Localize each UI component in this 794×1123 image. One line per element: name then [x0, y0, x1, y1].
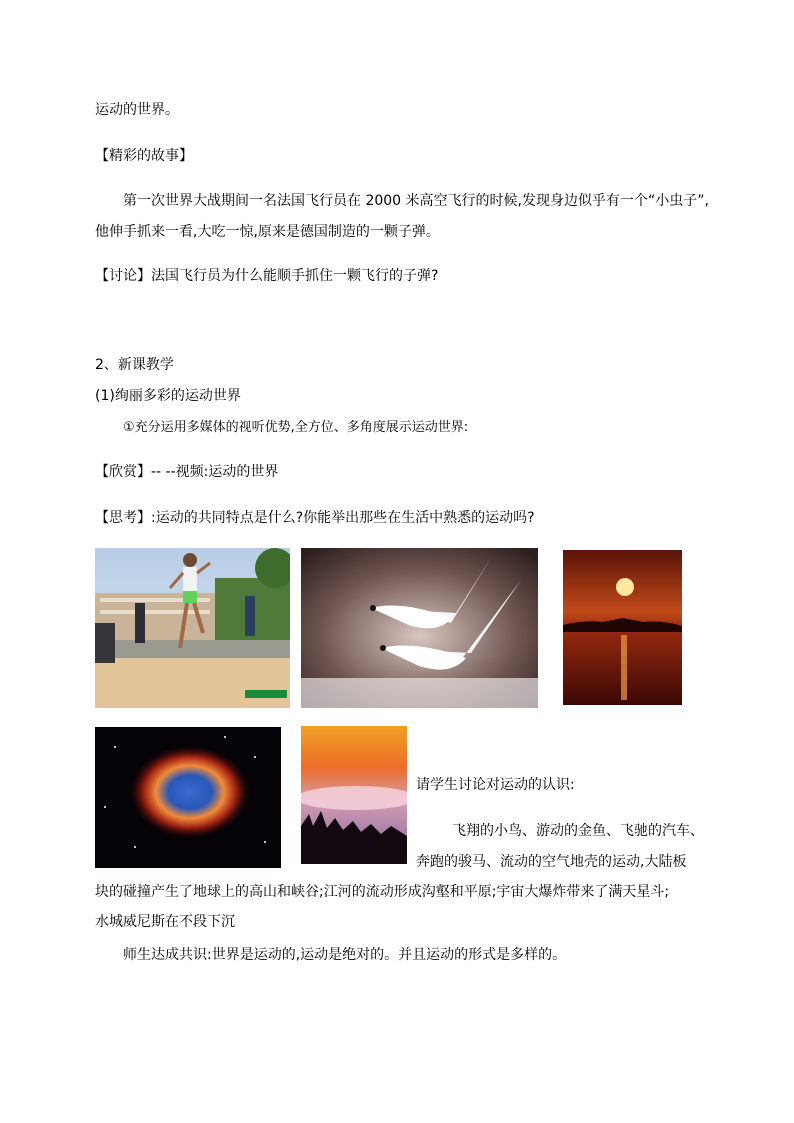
- story-heading: 【精彩的故事】: [95, 148, 193, 164]
- discussion-line-1: 飞翔的小鸟、游动的金鱼、飞驰的汽车、: [452, 823, 704, 839]
- swans-photo: [301, 548, 538, 708]
- runner-photo: [95, 548, 290, 708]
- sunset-photo: [563, 550, 682, 705]
- discussion-question: 【讨论】法国飞行员为什么能顺手抓住一颗飞行的子弹?: [95, 268, 439, 284]
- consensus-text: 师生达成共识:世界是运动的,运动是绝对的。并且运动的形式是多样的。: [123, 947, 567, 963]
- step-text: ①充分运用多媒体的视听优势,全方位、多角度展示运动世界:: [123, 420, 469, 435]
- think-question: 【思考】:运动的共同特点是什么?你能举出那些在生活中熟悉的运动吗?: [95, 510, 535, 526]
- story-paragraph-line-1: 第一次世界大战期间一名法国飞行员在 2000 米高空飞行的时候,发现身边似乎有一个“小虫子”,: [123, 193, 709, 209]
- subsection-title: (1)绚丽多彩的运动世界: [95, 388, 241, 404]
- discussion-line-4: 水城威尼斯在不段下沉: [95, 914, 235, 930]
- story-paragraph-line-2: 他伸手抓来一看,大吃一惊,原来是德国制造的一颗子弹。: [95, 224, 440, 240]
- appreciate-line: 【欣赏】-- --视频:运动的世界: [95, 464, 279, 480]
- discussion-prompt: 请学生讨论对运动的认识:: [416, 777, 575, 793]
- sea-of-clouds-photo: [301, 726, 407, 864]
- section-title: 2、新课教学: [95, 357, 174, 373]
- nebula-photo: [95, 727, 281, 868]
- discussion-line-2: 奔跑的骏马、流动的空气地壳的运动,大陆板: [416, 854, 687, 870]
- discussion-line-3: 块的碰撞产生了地球上的高山和峡谷;江河的流动形成沟壑和平原;宇宙大爆炸带来了满天星斗;: [95, 884, 670, 900]
- intro-line: 运动的世界。: [95, 102, 179, 118]
